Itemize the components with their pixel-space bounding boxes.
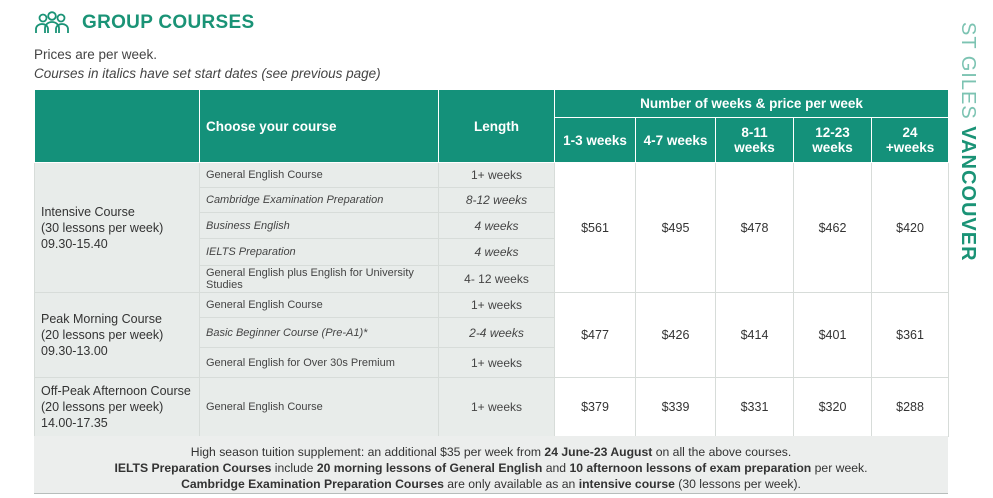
group-lessons: (30 lessons per week) — [41, 220, 164, 235]
footer-text-bold: Cambridge Examination Preparation Courses — [181, 477, 444, 491]
group-hours: 14.00-17.35 — [41, 416, 108, 430]
course-name: IELTS Preparation — [200, 239, 439, 266]
footer-text: on all the above courses. — [652, 445, 792, 459]
course-group — [35, 293, 200, 378]
group-hours: 09.30-13.00 — [41, 344, 108, 358]
course-price-table — [34, 89, 949, 437]
header-week-col: 4-7 weeks — [636, 118, 716, 163]
footer-text-bold: 20 morning lessons of General English — [316, 461, 543, 475]
course-length: 4 weeks — [439, 213, 555, 239]
course-length: 2-4 weeks — [439, 318, 555, 348]
group-lessons: (20 lessons per week) — [41, 328, 164, 342]
group-lessons: (20 lessons per week) — [41, 400, 164, 414]
side-brand — [956, 22, 979, 262]
price-cell: $331 — [716, 378, 794, 437]
footer-text: include — [271, 461, 317, 475]
header-blank — [35, 90, 200, 163]
course-name: General English Course — [200, 163, 439, 188]
header-week-col: 24 +weeks — [872, 118, 949, 163]
footer-line — [34, 460, 948, 476]
footer-line — [34, 476, 948, 492]
group-people-icon — [34, 11, 70, 35]
footer-line — [34, 444, 948, 460]
price-cell: $478 — [716, 163, 794, 293]
price-cell: $495 — [636, 163, 716, 293]
course-name: Cambridge Examination Preparation — [200, 188, 439, 213]
course-length: 1+ weeks — [439, 378, 555, 437]
course-length: 4 weeks — [439, 239, 555, 266]
course-name: General English Course — [200, 293, 439, 318]
price-cell: $420 — [872, 163, 949, 293]
course-name: General English Course — [200, 378, 439, 437]
course-length: 1+ weeks — [439, 163, 555, 188]
price-cell: $462 — [794, 163, 872, 293]
price-cell: $414 — [716, 293, 794, 378]
footer-notes — [34, 436, 948, 494]
footer-text: per week. — [811, 461, 868, 475]
group-name: Intensive Course — [41, 204, 135, 219]
group-hours: 09.30-15.40 — [41, 236, 108, 251]
brand-city: VANCOUVER — [957, 126, 979, 262]
footer-text-bold: 24 June-23 August — [544, 445, 653, 459]
course-name: Basic Beginner Course (Pre-A1)* — [200, 318, 439, 348]
course-name: General English plus English for University Studies — [200, 266, 439, 293]
course-length: 1+ weeks — [439, 348, 555, 378]
price-cell: $320 — [794, 378, 872, 437]
header-length: Length — [439, 90, 555, 163]
footer-text-bold: IELTS Preparation Courses — [114, 461, 272, 475]
course-name: General English for Over 30s Premium — [200, 348, 439, 378]
course-length: 4- 12 weeks — [439, 266, 555, 293]
price-cell: $339 — [636, 378, 716, 437]
footer-text: High season tuition supplement: an additional $35 per week from — [190, 445, 545, 459]
footer-text-bold: 10 afternoon lessons of exam preparation — [569, 461, 812, 475]
section-header — [34, 11, 254, 35]
italics-note: Courses in italics have set start dates (see previous page) — [34, 66, 381, 81]
price-cell: $361 — [872, 293, 949, 378]
group-name: Peak Morning Course — [41, 312, 162, 326]
price-cell: $401 — [794, 293, 872, 378]
brand-name: ST GILES — [957, 22, 979, 127]
course-group — [35, 378, 200, 437]
price-cell: $477 — [555, 293, 636, 378]
course-length: 8-12 weeks — [439, 188, 555, 213]
footer-text-bold: intensive course — [578, 477, 675, 491]
course-name: Business English — [200, 213, 439, 239]
prices-note: Prices are per week. — [34, 47, 158, 62]
header-week-col: 1-3 weeks — [555, 118, 636, 163]
price-cell: $379 — [555, 378, 636, 437]
price-cell: $561 — [555, 163, 636, 293]
price-cell: $288 — [872, 378, 949, 437]
footer-text: are only available as an — [443, 477, 579, 491]
header-week-col: 8-11 weeks — [716, 118, 794, 163]
group-name: Off-Peak Afternoon Course — [41, 384, 191, 398]
page-title: GROUP COURSES — [82, 12, 255, 33]
course-length: 1+ weeks — [439, 293, 555, 318]
footer-text: (30 lessons per week). — [674, 477, 801, 491]
footer-text: and — [542, 461, 570, 475]
course-group — [35, 163, 200, 293]
header-course: Choose your course — [200, 90, 439, 163]
header-week-col: 12-23 weeks — [794, 118, 872, 163]
header-prices: Number of weeks & price per week — [555, 90, 949, 118]
price-cell: $426 — [636, 293, 716, 378]
